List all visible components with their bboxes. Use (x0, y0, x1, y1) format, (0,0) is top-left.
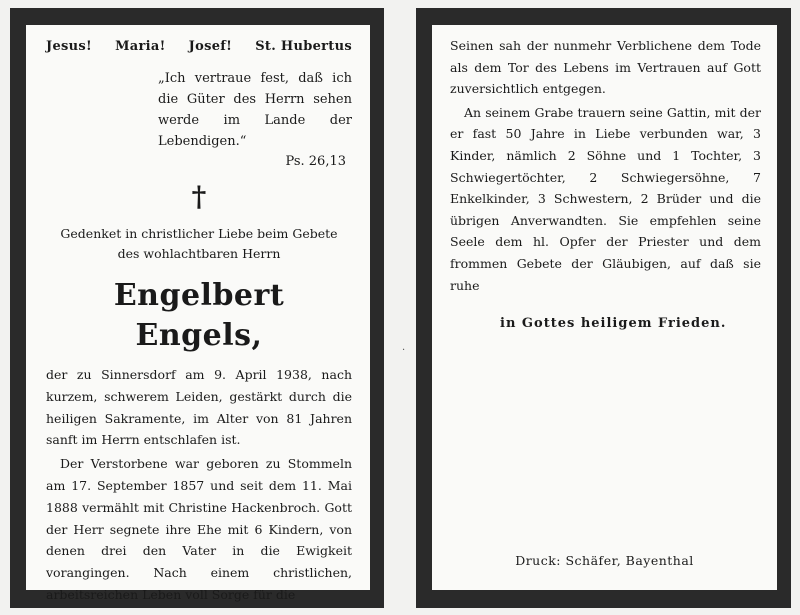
invocation-maria: Maria! (115, 39, 166, 54)
biography-paragraph: Der Verstorbene war geboren zu Stommeln am 17. September 1857 und seit dem 11. Mai 1888 vermählt mit Christine Hackenbroch. Gott der Herr segnete ihre Ehe mit 6 Kindern, von denen drei den Vater in die Ewigkeit vorangingen. Nach einem christlichen, arbeitsreichen Leben voll Sorge für die (46, 456, 352, 602)
continuation-paragraph: Seinen sah der nunmehr Verblichene dem Tode als dem Tor des Lebens im Vertrauen auf Gott zuversichtlich entgegen. (450, 38, 761, 97)
invocation-jesus: Jesus! (46, 39, 93, 54)
left-card (10, 8, 384, 608)
verse-reference: Ps. 26,13 (285, 154, 346, 169)
right-card (416, 8, 791, 608)
intro-line-2: des wohlachtbaren Herrn (117, 246, 281, 261)
invocation-line (46, 39, 352, 54)
invocation-josef: Josef! (188, 39, 233, 54)
printer-credit: Druck: Schäfer, Bayenthal (515, 553, 694, 568)
invocation-hubertus: St. Hubertus (255, 39, 352, 54)
mourners-paragraph: An seinem Grabe trauern seine Gattin, mit der er fast 50 Jahre in Liebe verbunden war, 3 Kinder, nämlich 2 Söhne und 1 Tochter, 3 Schwiegertöchter, 2 Schwiegersöhne, 7 Enkelkinder, 3 Schwestern, 2 Brüder und die übrigen Anverwandten. Sie empfehlen seine Seele dem hl. Opfer der Priester und dem frommen Gebete der Gläubigen, auf daß sie ruhe (450, 104, 761, 293)
closing-line: in Gottes heiligem Frieden. (500, 316, 727, 332)
left-card-content (26, 25, 370, 602)
deceased-name: Engelbert Engels, (113, 278, 285, 353)
intro-text (46, 224, 352, 264)
cross-icon: † (191, 180, 207, 213)
death-notice-paragraph: der zu Sinnersdorf am 9. April 1938, nach kurzem, schwerem Leiden, gestärkt durch die heiligen Sakramente, im Alter von 81 Jahren sanft im Herrn entschlafen ist. (46, 367, 352, 448)
right-card-content (432, 25, 777, 590)
bible-quote: „Ich vertraue fest, daß ich die Güter des Herrn sehen werde im Lande der Lebendigen.“ (158, 71, 352, 149)
gutter-mark: · (402, 345, 406, 356)
intro-line-1: Gedenket in christlicher Liebe beim Gebete (60, 226, 338, 241)
